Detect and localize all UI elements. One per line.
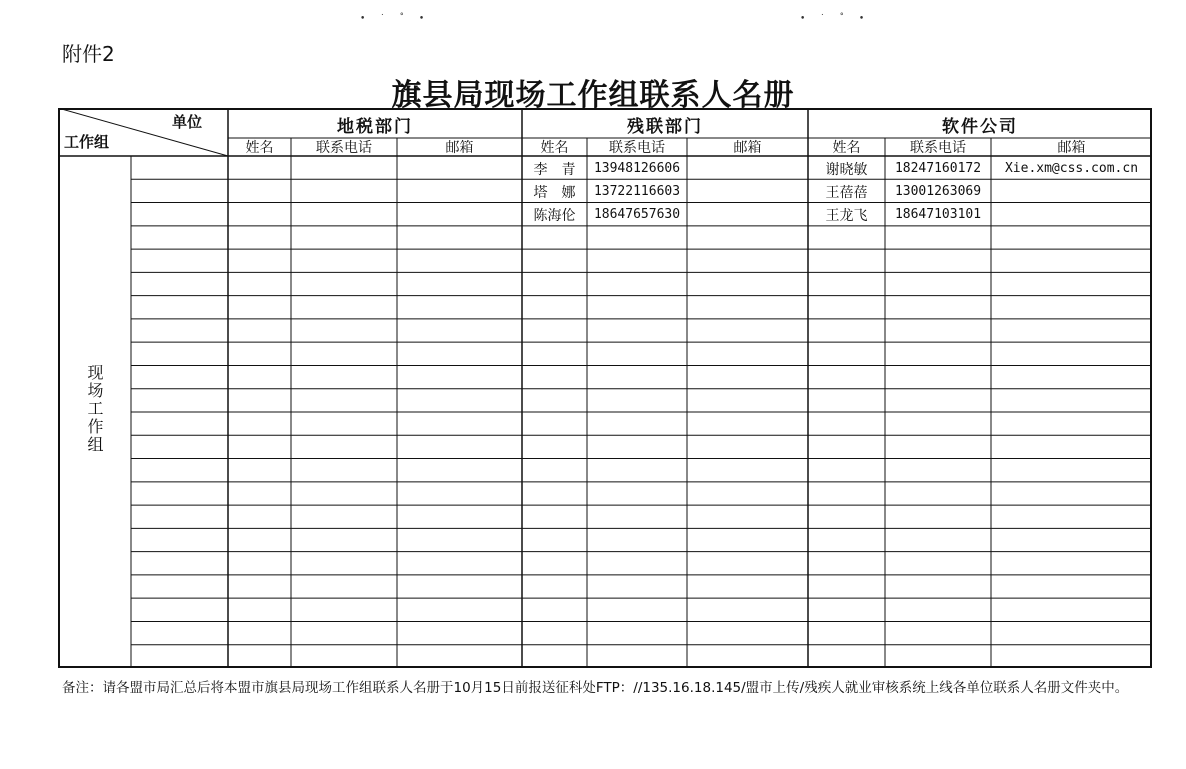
col-header-phone: 联系电话 bbox=[609, 139, 665, 155]
col-header-email: 邮箱 bbox=[445, 139, 474, 155]
col-header-phone: 联系电话 bbox=[910, 139, 966, 155]
footnote: 备注：请各盟市局汇总后将本盟市旗县局现场工作组联系人名册于10月15日前报送征科处FTP：//135.16.18.145/盟市上传/残疾人就业审核系统上线各单位联系人名册文件夹中。 bbox=[62, 680, 1129, 696]
contact-table bbox=[58, 108, 1152, 668]
side-label: 现场工作组 bbox=[85, 364, 104, 454]
table-cell-email bbox=[687, 180, 808, 203]
table-cell-name: 陈海伦 bbox=[533, 207, 576, 224]
unit-label: 单位 bbox=[172, 113, 203, 131]
table-cell-phone: 13001263069 bbox=[894, 184, 982, 199]
table-cell-email bbox=[687, 203, 808, 226]
col-header-phone: 联系电话 bbox=[316, 139, 372, 155]
table-cell-name: 塔 娜 bbox=[533, 184, 576, 201]
col-header-name: 姓名 bbox=[540, 139, 569, 155]
table-cell-name: 王龙飞 bbox=[825, 207, 868, 224]
attachment-label: 附件2 bbox=[62, 42, 115, 66]
table-cell-name: 李 青 bbox=[533, 161, 576, 178]
scan-speck: • ˙ ˚ • bbox=[800, 14, 871, 24]
table-cell-email: Xie.xm@css.com.cn bbox=[1004, 161, 1139, 176]
dept-header-tax: 地税部门 bbox=[337, 116, 413, 137]
table-cell-email bbox=[991, 180, 1152, 203]
table-cell-phone: 13722116603 bbox=[593, 184, 681, 199]
table-cell-phone: 13948126606 bbox=[593, 161, 681, 176]
table-cell-phone: 18647657630 bbox=[593, 207, 681, 222]
table-cell-name: 谢晓敏 bbox=[825, 161, 868, 178]
page-title: 旗县局现场工作组联系人名册 bbox=[391, 78, 795, 113]
col-header-email: 邮箱 bbox=[733, 139, 762, 155]
group-label: 工作组 bbox=[64, 133, 110, 151]
col-header-name: 姓名 bbox=[832, 139, 861, 155]
scan-speck: • ˙ ˚ • bbox=[360, 14, 431, 24]
table-cell-phone: 18647103101 bbox=[894, 207, 982, 222]
table-cell-email bbox=[991, 203, 1152, 226]
table-cell-email bbox=[687, 157, 808, 180]
col-header-name: 姓名 bbox=[245, 139, 274, 155]
dept-header-disabled-federation: 残联部门 bbox=[627, 116, 703, 137]
dept-header-software: 软件公司 bbox=[942, 116, 1018, 137]
col-header-email: 邮箱 bbox=[1057, 139, 1086, 155]
table-cell-phone: 18247160172 bbox=[894, 161, 982, 176]
table-cell-name: 王蓓蓓 bbox=[825, 184, 868, 201]
